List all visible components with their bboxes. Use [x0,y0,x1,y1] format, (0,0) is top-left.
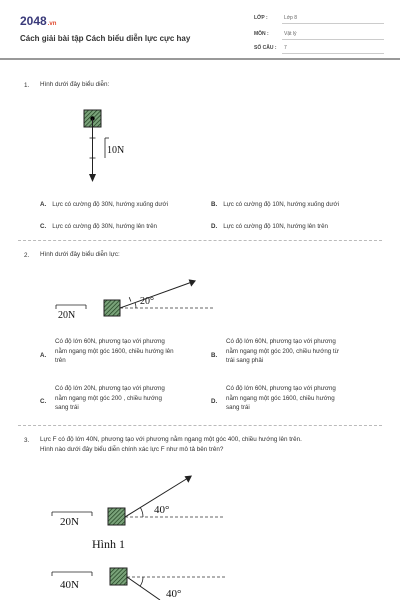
force-vector [120,282,192,308]
angle-arc [135,303,136,309]
option-text: Lực có cường độ 30N, hướng xuống dưới [52,201,168,208]
meta-count [254,44,384,54]
option-letter[interactable]: B. [211,352,218,359]
force-vector [127,577,160,600]
question-1-text: Hình dưới đây biểu diễn: [40,81,110,88]
meta-key: SỐ CÂU : [254,45,277,51]
meta-grade [254,14,384,24]
question-1-figure [60,100,160,190]
option-letter[interactable]: C. [40,398,47,405]
question-3-text [40,435,385,455]
q1-option-b[interactable] [211,200,339,209]
option-letter: C. [40,223,47,230]
question-line: Lực F có độ lớn 40N, phương tạo với phương nằm ngang một góc 400, chiều hướng lên trên. [40,436,302,443]
question-2-figure [50,276,220,324]
site-logo[interactable] [20,14,56,28]
force-arrowhead [89,174,96,182]
option-letter[interactable]: A. [40,352,47,359]
q1-option-a[interactable] [40,200,168,209]
option-line: Có độ lớn 60N, phương tạo với phương [55,338,165,345]
meta-value: Vật lý [284,31,297,37]
meta-underline [282,53,384,54]
angle-arc [140,577,143,586]
object-block [104,300,120,316]
option-text: Lực có cường độ 30N, hướng lên trên [52,223,158,230]
question-2-number: 2. [24,252,30,259]
meta-key: MÔN : [254,31,269,37]
question-2-text: Hình dưới đây biểu diễn lực: [40,251,120,258]
option-line: Có độ lớn 20N, phương tạo với phương [55,385,165,392]
header [0,0,400,60]
option-letter: A. [40,201,47,208]
scale-label: 40N [60,579,79,591]
option-letter[interactable]: D. [211,398,218,405]
option-letter: B. [211,201,218,208]
object-block [110,568,127,585]
q2-option-d[interactable] [226,384,336,413]
question-3-figure-1 [40,470,230,554]
scale-label: 10N [107,145,125,156]
question-3-number: 3. [24,437,30,444]
option-line: trên [55,357,66,364]
logo-text: 2048 [20,14,47,28]
angle-arc [140,508,143,518]
option-line: nằm ngang một góc 1600, chiều hướng [226,394,335,402]
question-3-figure-2 [40,562,230,600]
object-block [108,508,125,525]
option-text: Lực có cường độ 10N, hướng xuống dưới [223,201,339,208]
q2-option-b[interactable] [226,337,339,366]
meta-value: 7 [284,45,287,51]
page-title: Cách giải bài tập Cách biểu diễn lực cực hay [20,34,191,43]
q1-option-d[interactable] [211,222,328,231]
meta-subject [254,30,384,40]
option-line: sang trái [55,404,79,411]
meta-value: Lớp 8 [284,15,298,21]
q1-option-c[interactable] [40,222,157,231]
angle-label: 20° [140,296,154,307]
scale-label: 20N [60,516,79,528]
scale-tick [129,297,131,301]
angle-label: 40° [166,588,182,600]
question-divider [18,240,382,241]
option-text: Lực có cường độ 10N, hướng lên trên [223,223,329,230]
meta-key: LỚP : [254,15,268,21]
option-line: Có độ lớn 60N, phương tạo với phương [226,338,336,345]
option-line: nằm ngang một góc 200 , chiều hướng [55,394,162,402]
figure-caption: Hình 1 [92,537,125,551]
q2-option-a[interactable] [55,337,174,366]
q2-option-c[interactable] [55,384,165,413]
meta-underline [282,39,384,40]
scale-label: 20N [58,310,76,321]
option-line: nằm ngang một góc 1600, chiều hướng lên [55,347,174,355]
meta-underline [282,23,384,24]
question-line: Hình nào dưới đây biểu diễn chính xác lực F như mô tả bên trên? [40,446,224,453]
option-line: sang trái [226,404,250,411]
angle-label: 40° [154,504,170,516]
option-line: nằm ngang một góc 200, chiều hướng từ [226,347,339,355]
option-line: Có độ lớn 60N, phương tạo với phương [226,385,336,392]
logo-suffix: .vn [47,21,57,27]
option-letter: D. [211,223,218,230]
question-1-number: 1. [24,82,30,89]
question-divider [18,425,382,426]
option-line: trái sang phải [226,357,264,364]
